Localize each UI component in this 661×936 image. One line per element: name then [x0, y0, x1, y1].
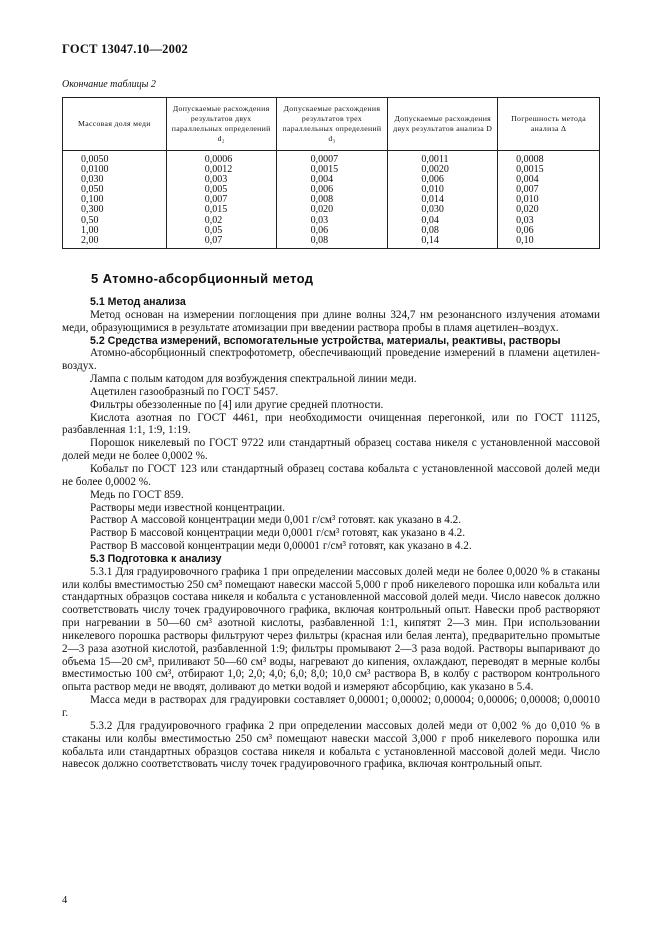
table-cell: 2,00	[81, 234, 99, 246]
header-cell: Допускаемые расхождения результатов двух параллельных определений d₂	[166, 98, 276, 151]
table-cell: 0,010	[516, 194, 539, 206]
table-cell: 0,10	[516, 234, 534, 246]
section-title: 5 Атомно-абсорбционный метод	[91, 271, 314, 286]
table-cell: 0,100	[81, 194, 104, 206]
paragraph: Атомно-абсорбционный спектрофотометр, обеспечивающий проведение измерений в пламени ацетилен-воздух.	[62, 347, 600, 373]
paragraph: Фильтры обеззоленные по [4] или другие средней плотности.	[90, 398, 384, 411]
column-D	[388, 151, 498, 249]
table-cell: 0,005	[204, 184, 228, 196]
table-cell: 0,08	[421, 224, 439, 236]
subsection-heading: 5.3 Подготовка к анализу	[90, 552, 222, 565]
paragraph: Лампа с полым катодом для возбуждения спектральной линии меди.	[90, 373, 417, 386]
table-cell: 0,020	[516, 204, 539, 216]
table-cell: 0,004	[516, 174, 539, 186]
table-cell: 0,0011	[421, 154, 449, 165]
table-cell: 0,300	[81, 204, 104, 216]
table-cell: 0,14	[421, 234, 439, 246]
column-delta	[498, 151, 600, 249]
table-cell: 0,004	[310, 174, 334, 186]
table-cell: 0,0015	[310, 164, 339, 176]
paragraph: Медь по ГОСТ 859.	[90, 488, 184, 501]
table-cell: 0,0015	[516, 164, 544, 176]
paragraph: Раствор Б массовой концентрации меди 0,0001 г/см³ готовят, как указано в 4.2.	[90, 527, 466, 540]
table-body-row	[63, 151, 600, 249]
table-caption: Окончание таблицы 2	[62, 79, 156, 90]
column-d2	[166, 151, 276, 249]
table-cell: 0,030	[421, 204, 444, 216]
table-cell: 0,08	[310, 234, 329, 246]
paragraph: 5.3.1 Для градуировочного графика 1 при определении массовых долей меди не более 0,0020 % в стаканы или колбы вместимостью 250 см³ помещают навески массой 5,000 г проб никелевого порошка или кобальта или стандартных образцов состава никеля и кобальта с установленной массовой долей меди. Число навесок должно соответствовать числу точек градуировочного графика, включая контрольный опыт. Навески проб растворяют при нагревании в 50—60 см³ азотной кислоты, разбавленной 1:1, кипятят 2—3 мин. При использовании никелевого порошка растворы фильтруют через фильтры (красная или белая лента), предварительно промытые 2—3 раза азотной кислотой, разбавленной 1:9; фильтры промывают 2—3 раза водой. Растворы выпаривают до объема 15—20 см³, приливают 50—60 см³ воды, нагревают до кипения, охлаждают, переводят в мерные колбы вместимостью 100 см³, отбирают 1,0; 2,0; 4,0; 6,0; 8,0; 10,0 см³ раствора В, в колбу с раствором контрольного опыта раствор меди не вводят, доливают до метки водой и измеряют абсорбцию, как указано в 5.4.	[62, 565, 600, 694]
header-cell: Допускаемые расхождения результатов трех параллельных определений d₃	[276, 98, 388, 151]
table-cell: 0,0100	[81, 164, 109, 176]
paragraph: 5.3.2 Для градуировочного графика 2 при определении массовых долей меди от 0,002 % до 0,010 % в стаканы или колбы вместимостью 250 см³ помещают навески массой 3,000 г проб никелевого порошка или кобальта или стандартных образцов состава никеля и кобальта с установленной массовой долей меди. Число навесок должно соответствовать числу точек градуировочного графика, включая контрольный опыт.	[62, 719, 600, 771]
column-d3	[276, 151, 388, 249]
table-cell: 1,00	[81, 224, 99, 236]
body-text	[62, 296, 600, 771]
table-cell: 0,06	[516, 224, 534, 236]
paragraph: Ацетилен газообразный по ГОСТ 5457.	[90, 385, 279, 398]
table-cell: 0,0007	[310, 154, 339, 165]
table-cell: 0,0050	[81, 154, 109, 165]
paragraph: Метод основан на измерении поглощения при длине волны 324,7 нм резонансного излучения атомами меди, образующимися в результате атомизации при введении раствора пробы в пламя ацетилен–воздух.	[62, 308, 600, 334]
table-cell: 0,0012	[204, 164, 233, 176]
table-cell: 0,0008	[516, 154, 544, 165]
subsection-heading: 5.1 Метод анализа	[90, 296, 186, 308]
table-cell: 0,008	[310, 194, 334, 206]
table-cell: 0,006	[421, 174, 444, 186]
table-cell: 0,003	[204, 174, 228, 186]
paragraph: Кобальт по ГОСТ 123 или стандартный образец состава кобальта с установленной массовой долей меди не более 0,0002 %.	[62, 462, 600, 488]
table-cell: 0,04	[421, 214, 439, 226]
table-cell: 0,014	[421, 194, 444, 206]
table-cell: 0,02	[204, 214, 223, 226]
table-cell: 0,0020	[421, 164, 449, 176]
header-cell: Допускаемые расхождения двух результатов анализа D	[388, 98, 498, 151]
table-cell: 0,007	[516, 184, 539, 196]
paragraph: Масса меди в растворах для градуировки составляет 0,00001; 0,00002; 0,00004; 0,00006; 0,00008; 0,00010 г.	[62, 694, 600, 719]
table-cell: 0,07	[204, 234, 223, 246]
paragraph: Раствор А массовой концентрации меди 0,001 г/см³ готовят. как указано в 4.2.	[90, 514, 462, 527]
table-cell: 0,05	[204, 224, 223, 236]
tolerance-table	[62, 97, 600, 249]
header-cell: Массовая доля меди	[63, 98, 167, 151]
table-cell: 0,010	[421, 184, 444, 196]
paragraph: Растворы меди известной концентрации.	[90, 501, 285, 514]
table-cell: 0,06	[310, 224, 329, 236]
table-cell: 0,03	[310, 214, 329, 226]
paragraph: Раствор В массовой концентрации меди 0,00001 г/см³ готовят, как указано в 4.2.	[90, 540, 472, 553]
table-cell: 0,0006	[204, 154, 233, 165]
header-cell: Погрешность метода анализа Δ	[498, 98, 600, 151]
table-cell: 0,015	[204, 204, 228, 216]
paragraph: Кислота азотная по ГОСТ 4461, при необходимости очищенная перегонкой, или по ГОСТ 11125, разбавленная 1:1, 1:9, 1:19.	[62, 411, 600, 437]
page-number: 4	[62, 895, 68, 906]
document-header: ГОСТ 13047.10—2002	[62, 42, 188, 56]
table-cell: 0,50	[81, 214, 99, 226]
table-cell: 0,030	[81, 174, 104, 186]
table-header-row	[63, 98, 600, 151]
subsection-heading: 5.2 Средства измерений, вспомогательные устройства, материалы, реактивы, растворы	[90, 334, 561, 347]
table-cell: 0,007	[204, 194, 228, 206]
table-cell: 0,050	[81, 184, 104, 196]
paragraph: Порошок никелевый по ГОСТ 9722 или стандартный образец состава никеля с установленной массовой долей меди не более 0,0002 %.	[62, 437, 600, 463]
table-cell: 0,020	[310, 204, 334, 216]
column-copper-fraction	[63, 151, 167, 249]
table-cell: 0,03	[516, 214, 534, 226]
table-cell: 0,006	[310, 184, 334, 196]
